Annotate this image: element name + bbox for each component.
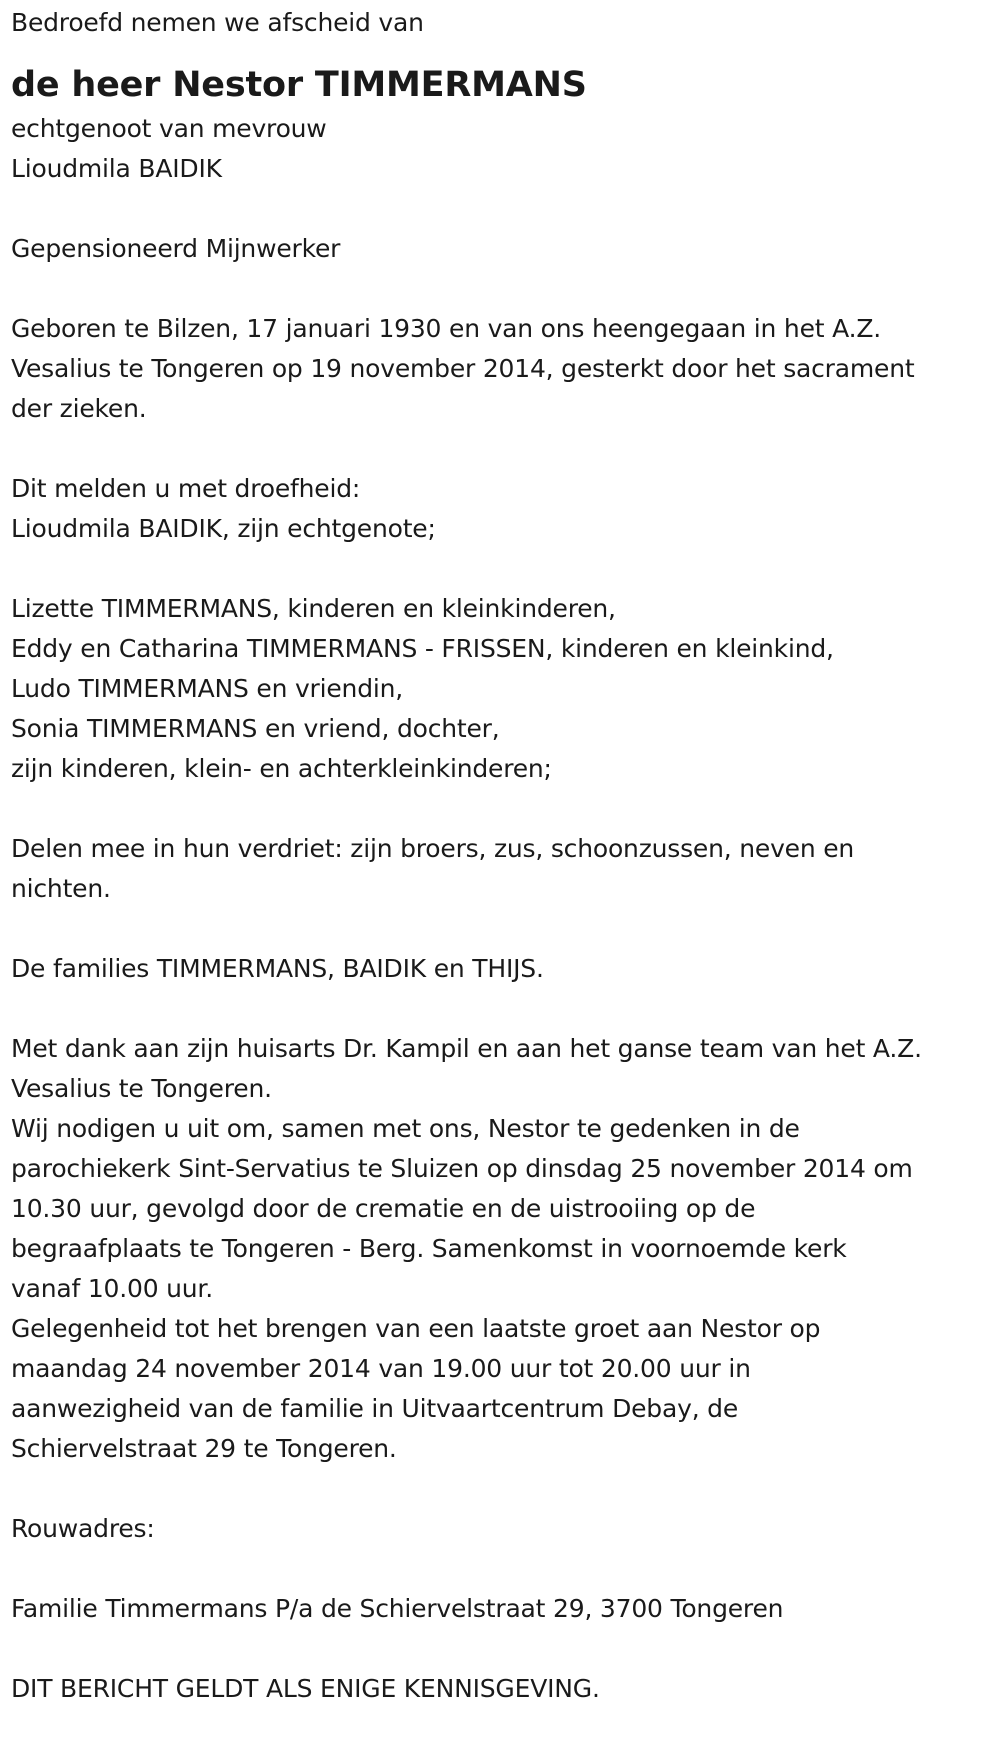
child-entry: Ludo TIMMERMANS en vriendin,	[11, 674, 404, 703]
birth-death-paragraph	[11, 309, 991, 429]
service-line: Vesalius te Tongeren.	[11, 1074, 272, 1103]
service-line: 10.30 uur, gevolgd door de crematie en de uistrooiing op de	[11, 1194, 756, 1223]
child-entry: Sonia TIMMERMANS en vriend, dochter,	[11, 714, 500, 743]
service-line: Schiervelstraat 29 te Tongeren.	[11, 1434, 397, 1463]
birth-death-line: der zieken.	[11, 394, 147, 423]
mourning-address: Familie Timmermans P/a de Schiervelstraat 29, 3700 Tongeren	[11, 1594, 784, 1623]
service-line: Wij nodigen u uit om, samen met ons, Nestor te gedenken in de	[11, 1114, 800, 1143]
child-entry: Lizette TIMMERMANS, kinderen en kleinkinderen,	[11, 594, 616, 623]
spouse-line-1: echtgenoot van mevrouw	[11, 114, 327, 143]
families-line: De families TIMMERMANS, BAIDIK en THIJS.	[11, 954, 544, 983]
service-line: Met dank aan zijn huisarts Dr. Kampil en aan het ganse team van het A.Z.	[11, 1034, 922, 1063]
spouse-line-2: Lioudmila BAIDIK	[11, 154, 222, 183]
intro-text: Bedroefd nemen we afscheid van	[11, 8, 424, 37]
child-entry: Eddy en Catharina TIMMERMANS - FRISSEN, kinderen en kleinkind,	[11, 634, 834, 663]
service-line: begraafplaats te Tongeren - Berg. Samenkomst in voornoemde kerk	[11, 1234, 847, 1263]
closing-statement: DIT BERICHT GELDT ALS ENIGE KENNISGEVING.	[11, 1674, 600, 1703]
relatives-line: nichten.	[11, 874, 111, 903]
relatives-paragraph	[11, 829, 991, 909]
service-line: vanaf 10.00 uur.	[11, 1274, 213, 1303]
service-line: parochiekerk Sint-Servatius te Sluizen op dinsdag 25 november 2014 om	[11, 1154, 913, 1183]
children-list	[11, 589, 991, 789]
birth-death-line: Geboren te Bilzen, 17 januari 1930 en van ons heengegaan in het A.Z.	[11, 314, 881, 343]
birth-death-line: Vesalius te Tongeren op 19 november 2014, gesterkt door het sacrament	[11, 354, 915, 383]
profession: Gepensioneerd Mijnwerker	[11, 234, 341, 263]
announcement-heading: Dit melden u met droefheid:	[11, 474, 361, 503]
relatives-line: Delen mee in hun verdriet: zijn broers, zus, schoonzussen, neven en	[11, 834, 855, 863]
obituary-notice	[11, 0, 991, 1709]
announcement-spouse: Lioudmila BAIDIK, zijn echtgenote;	[11, 514, 436, 543]
mourning-address-label: Rouwadres:	[11, 1514, 155, 1543]
service-line: Gelegenheid tot het brengen van een laatste groet aan Nestor op	[11, 1314, 821, 1343]
service-line: aanwezigheid van de familie in Uitvaartcentrum Debay, de	[11, 1394, 739, 1423]
thanks-and-service-paragraph	[11, 1029, 991, 1469]
deceased-name: de heer Nestor TIMMERMANS	[11, 65, 587, 105]
child-entry: zijn kinderen, klein- en achterkleinkinderen;	[11, 754, 552, 783]
service-line: maandag 24 november 2014 van 19.00 uur tot 20.00 uur in	[11, 1354, 751, 1383]
